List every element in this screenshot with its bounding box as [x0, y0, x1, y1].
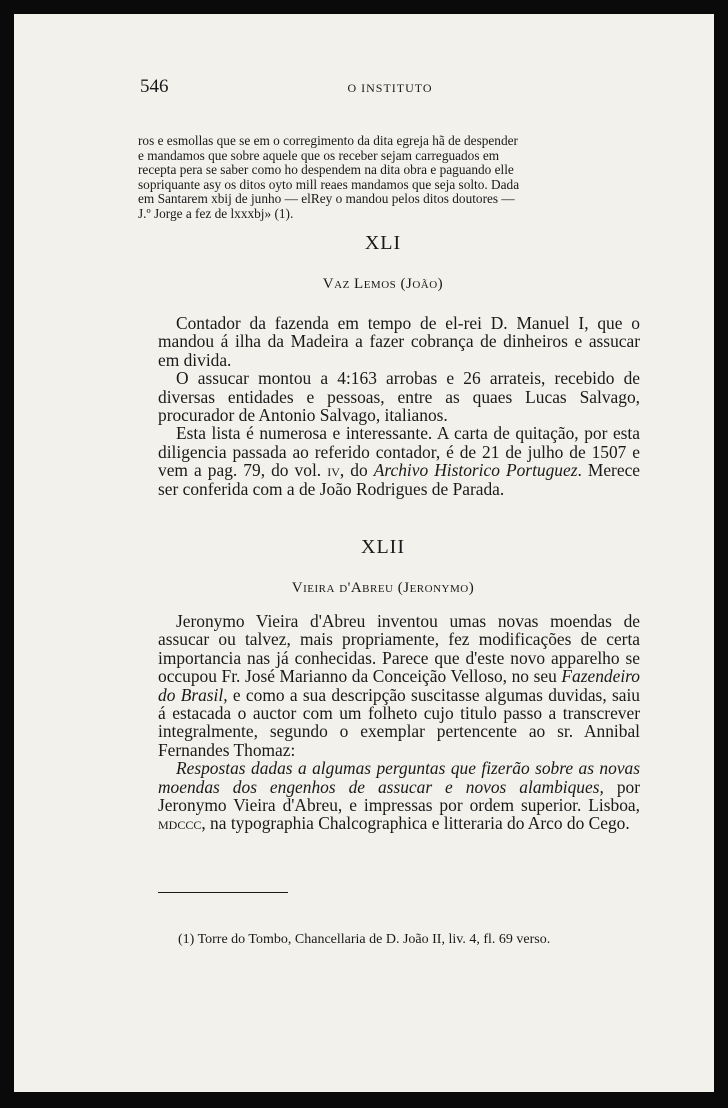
paragraph: Respostas dadas a algumas perguntas que fizerão sobre as novas moendas dos engenhos de assucar e novos alambiques, por Jeronymo Vieira d'Abreu, e impressas por ordem superior. Lisboa, mdccc, na typographia Chalcographica e litteraria do Arco do Cego. [158, 758, 641, 834]
excerpt-line: em Santarem xbij de junho — elRey o mandou pelos ditos doutores — [138, 191, 515, 206]
excerpt-line: ros e esmollas que se em o corregimento da dita egreja hã de despender [138, 133, 518, 148]
book-title: Fazendeiro do Brasil, [158, 666, 640, 705]
paragraph: Jeronymo Vieira d'Abreu inventou umas novas moendas de assucar ou talvez, mais propriamente, fez modificações de certa importancia nas já conhecidas. Parece que d'este novo apparelho se occupou Fr. José Marianno da Conceição Velloso, no seu Fazendeiro do Brasil, e como a sua descripção suscitasse algumas duvidas, saiu á estacada o auctor com um folheto cujo titulo passo a transcrever integralmente, segundo o exemplar pertencente ao sr. Annibal Fernandes Thomaz: [158, 611, 640, 760]
quoted-document-excerpt [138, 134, 628, 221]
page-header [140, 76, 640, 106]
book-page [14, 14, 714, 1092]
footnote: (1) Torre do Tombo, Chancellaria de D. João II, liv. 4, fl. 69 verso. [178, 932, 551, 947]
section-xli-body [158, 314, 640, 498]
running-head: O INSTITUTO [347, 81, 433, 95]
section-xlii-body [158, 612, 640, 833]
volume-number: iv [327, 460, 340, 481]
paragraph: Contador da fazenda em tempo de el-rei D. Manuel I, que o mandou á ilha da Madeira a fazer cobrança de dinheiros e assucar em divida. [158, 313, 640, 370]
paragraph: Esta lista é numerosa e interessante. A carta de quitação, por esta diligencia passada ao referido contador, é de 21 de julho de 1507 e vem a pag. 79, do vol. iv, do Archivo Historico Portuguez. Merece ser conferida com a de João Rodrigues de Parada. [158, 423, 641, 499]
section-numeral-xlii: XLII [361, 536, 405, 558]
entry-title-vaz-lemos: Vaz Lemos (João) [322, 276, 444, 292]
section-numeral-xli: XLI [364, 232, 402, 254]
excerpt-line: sopriquante asy os ditos oyto mill reaes mandamos que seja solto. Dada [138, 176, 520, 192]
journal-title: Archivo Historico Portuguez [373, 460, 578, 481]
pamphlet-title: Respostas dadas a algumas perguntas que fizerão sobre as novas moendas dos engenhos de assucar e novos alambiques, [158, 758, 640, 797]
paragraph: O assucar montou a 4:163 arrobas e 26 arrateis, recebido de diversas entidades e pessoas, entre as quaes Lucas Salvago, procurador de Antonio Salvago, italianos. [158, 368, 640, 426]
footnote-separator [158, 892, 288, 893]
page-number: 546 [140, 76, 169, 97]
excerpt-line: J.º Jorge a fez de lxxxbj» (1). [138, 205, 294, 221]
publication-year: mdccc [158, 813, 202, 834]
excerpt-line: recepta pera se saber como ho despendem na dita obra e paguando elle [138, 162, 514, 177]
excerpt-line: e mandamos que sobre aquele que os receber sejam carreguados em [138, 147, 500, 163]
entry-title-vieira-dabreu: Vieira d'Abreu (Jeronymo) [291, 580, 475, 596]
